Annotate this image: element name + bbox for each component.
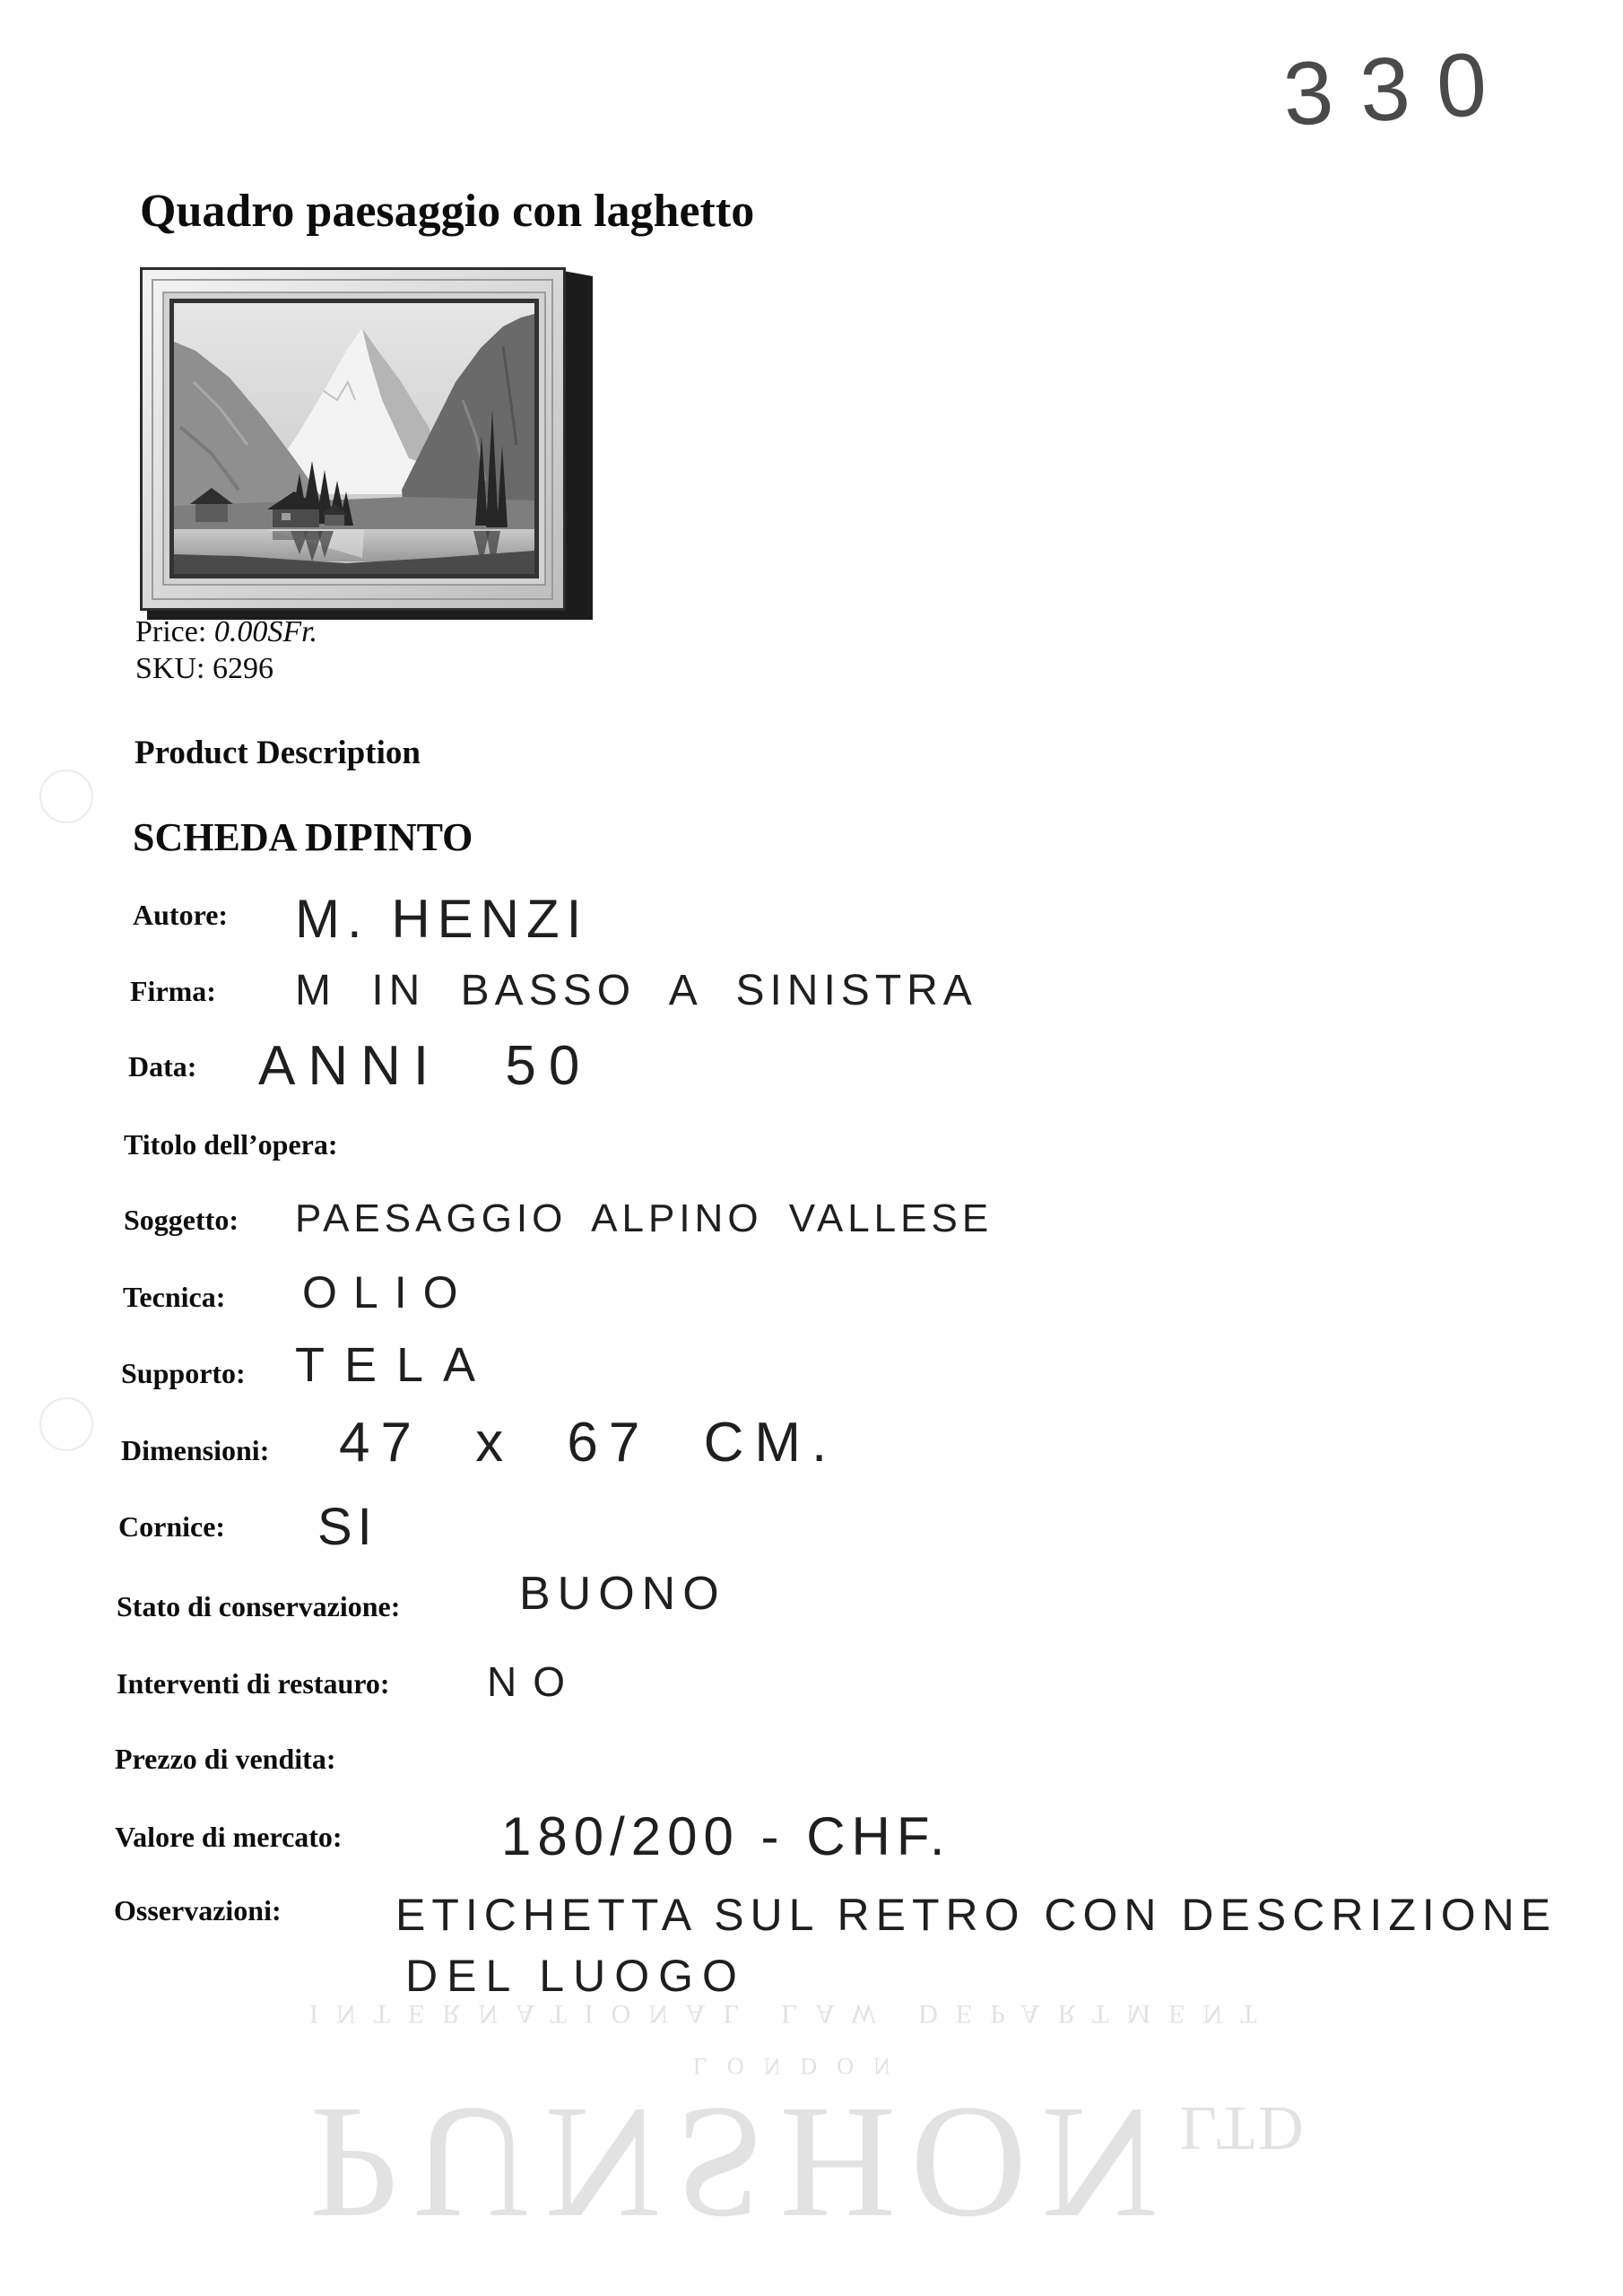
field-valore-value: 180/200 - CHF. bbox=[501, 1806, 951, 1866]
field-autore-label: Autore: bbox=[133, 899, 229, 931]
sku-label: SKU: bbox=[135, 652, 205, 685]
painting-image bbox=[140, 265, 593, 620]
field-soggetto-label: Soggetto: bbox=[124, 1204, 239, 1236]
field-dimensioni-label: Dimensioni: bbox=[121, 1434, 270, 1466]
field-stato-label: Stato di conservazione: bbox=[117, 1590, 401, 1622]
price-label: Price: bbox=[135, 615, 207, 648]
price-value: 0.00SFr. bbox=[213, 615, 318, 648]
field-supporto-value: TELA bbox=[295, 1338, 496, 1392]
field-tecnica-value: OLIO bbox=[302, 1267, 474, 1318]
field-firma-value: M IN BASSO A SINISTRA bbox=[295, 967, 977, 1014]
watermark-suffix: LTD bbox=[1180, 2093, 1307, 2162]
field-firma-label: Firma: bbox=[130, 975, 216, 1007]
painting-sheet-heading: SCHEDA DIPINTO bbox=[133, 815, 473, 859]
field-cornice-label: Cornice: bbox=[118, 1510, 226, 1543]
price-line bbox=[135, 617, 317, 648]
landscape-painting bbox=[174, 303, 534, 574]
product-description-heading: Product Description bbox=[135, 735, 421, 771]
field-interventi-value: NO bbox=[487, 1658, 581, 1705]
field-tecnica-label: Tecnica: bbox=[123, 1281, 226, 1313]
field-dimensioni-value: 47 x 67 CM. bbox=[339, 1412, 838, 1474]
handwritten-page-number: 330 bbox=[1280, 32, 1516, 145]
punch-hole-mark bbox=[39, 770, 93, 823]
field-interventi-label: Interventi di restauro: bbox=[117, 1667, 390, 1700]
punch-hole-mark bbox=[39, 1397, 93, 1451]
field-supporto-label: Supporto: bbox=[121, 1357, 246, 1389]
field-osservazioni-value: ETICHETTA SUL RETRO CON DESCRIZIONE bbox=[395, 1890, 1558, 1940]
field-autore-value: M. HENZI bbox=[295, 889, 589, 949]
field-data-label: Data: bbox=[128, 1050, 197, 1083]
field-cornice-value: SI bbox=[317, 1498, 378, 1556]
field-prezzo-label: Prezzo di vendita: bbox=[115, 1743, 336, 1775]
field-valore-label: Valore di mercato: bbox=[115, 1821, 343, 1853]
watermark-brand: PUNSHON bbox=[309, 2074, 1173, 2253]
sku-line bbox=[135, 654, 273, 684]
field-data-value: ANNI 50 bbox=[258, 1035, 593, 1097]
field-titolo-label: Titolo dell’opera: bbox=[124, 1128, 338, 1161]
field-osservazioni-value-line2: DEL LUOGO bbox=[405, 1951, 746, 2001]
field-soggetto-value: PAESAGGIO ALPINO VALLESE bbox=[295, 1196, 994, 1240]
sku-value: 6296 bbox=[212, 652, 273, 685]
watermark-city: LONDON bbox=[693, 2053, 910, 2079]
field-osservazioni-label: Osservazioni: bbox=[114, 1894, 282, 1926]
product-title: Quadro paesaggio con laghetto bbox=[140, 186, 755, 237]
field-stato-value: BUONO bbox=[519, 1568, 726, 1620]
watermark-department: INTERNATIONAL LAW DEPARTMENT bbox=[309, 1999, 1275, 2029]
